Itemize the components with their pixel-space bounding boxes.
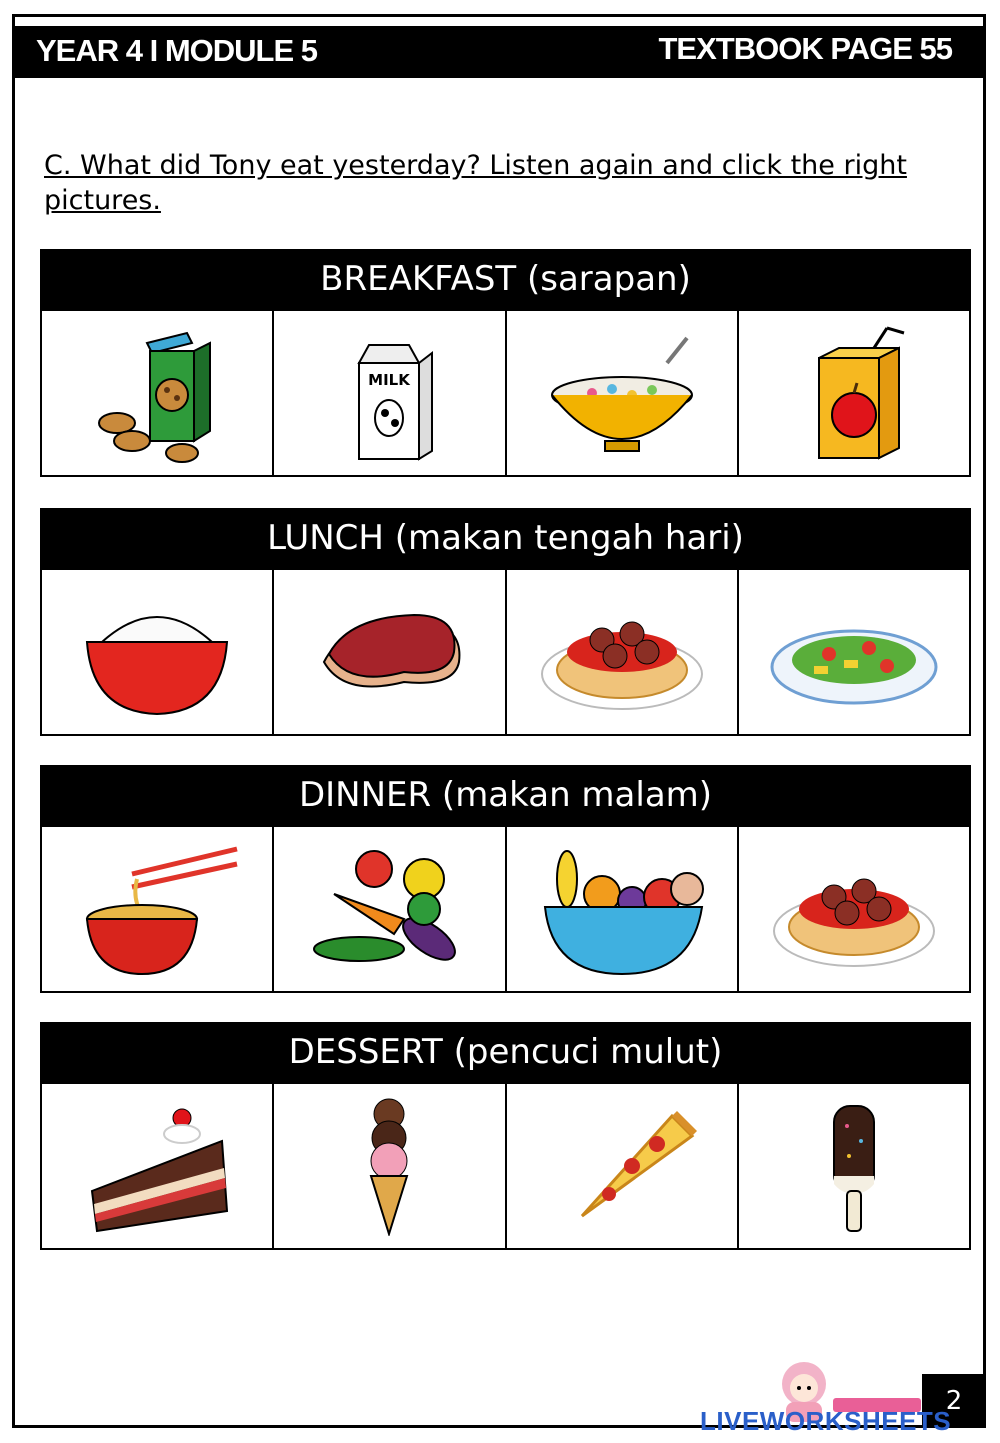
noodle-bowl-icon [72, 839, 242, 979]
instruction-text: C. What did Tony eat yesterday? Listen again and click the right pictures. [44, 150, 907, 216]
cereal-bowl-icon [537, 323, 707, 463]
cake-slice-icon [72, 1096, 242, 1236]
meal-section-lunch [40, 508, 971, 736]
choice-apple-juice[interactable] [739, 311, 969, 475]
choice-spaghetti-dinner[interactable] [739, 827, 969, 991]
choice-ice-cream[interactable] [274, 1084, 506, 1248]
meal-title: DINNER (makan malam) [40, 765, 971, 827]
meal-section-breakfast [40, 249, 971, 477]
meal-title: BREAKFAST (sarapan) [40, 249, 971, 311]
meal-choices-row [40, 1084, 971, 1250]
choice-cereal[interactable] [507, 311, 739, 475]
salad-plate-icon [769, 582, 939, 722]
meal-choices-row [40, 570, 971, 736]
fruit-bowl-icon [537, 839, 707, 979]
choice-salad[interactable] [739, 570, 969, 734]
textbook-page-label: TEXTBOOK PAGE 55 [658, 31, 952, 66]
choice-noodles[interactable] [42, 827, 274, 991]
liveworksheets-logo[interactable]: LIVEWORKSHEETS [700, 1406, 952, 1436]
choice-rice[interactable] [42, 570, 274, 734]
choice-ice-pop[interactable] [739, 1084, 969, 1248]
choice-cookies[interactable] [42, 311, 274, 475]
milk-carton-icon [304, 323, 474, 463]
header-bar [12, 26, 986, 78]
steak-icon [304, 582, 474, 722]
meal-choices-row [40, 311, 971, 477]
choice-pizza[interactable] [507, 1084, 739, 1248]
choice-vegetables[interactable] [274, 827, 506, 991]
cookies-icon [72, 323, 242, 463]
module-label: YEAR 4 I MODULE 5 [36, 33, 317, 68]
spaghetti-meatballs-icon [537, 582, 707, 722]
page-number: 2 [922, 1374, 986, 1428]
meal-choices-row [40, 827, 971, 993]
milk-label: MILK [368, 371, 411, 389]
meal-title: DESSERT (pencuci mulut) [40, 1022, 971, 1084]
meal-section-dinner [40, 765, 971, 993]
pizza-slice-icon [537, 1096, 707, 1236]
choice-spaghetti[interactable] [507, 570, 739, 734]
apple-juice-box-icon [769, 323, 939, 463]
choice-milk[interactable] [274, 311, 506, 475]
choice-steak[interactable] [274, 570, 506, 734]
ice-cream-cone-icon [304, 1096, 474, 1236]
choice-fruit[interactable] [507, 827, 739, 991]
vegetables-icon [304, 839, 474, 979]
rice-bowl-icon [72, 582, 242, 722]
spaghetti-meatballs-icon [769, 839, 939, 979]
choice-cake[interactable] [42, 1084, 274, 1248]
meal-section-dessert [40, 1022, 971, 1250]
meal-title: LUNCH (makan tengah hari) [40, 508, 971, 570]
ice-pop-icon [769, 1096, 939, 1236]
